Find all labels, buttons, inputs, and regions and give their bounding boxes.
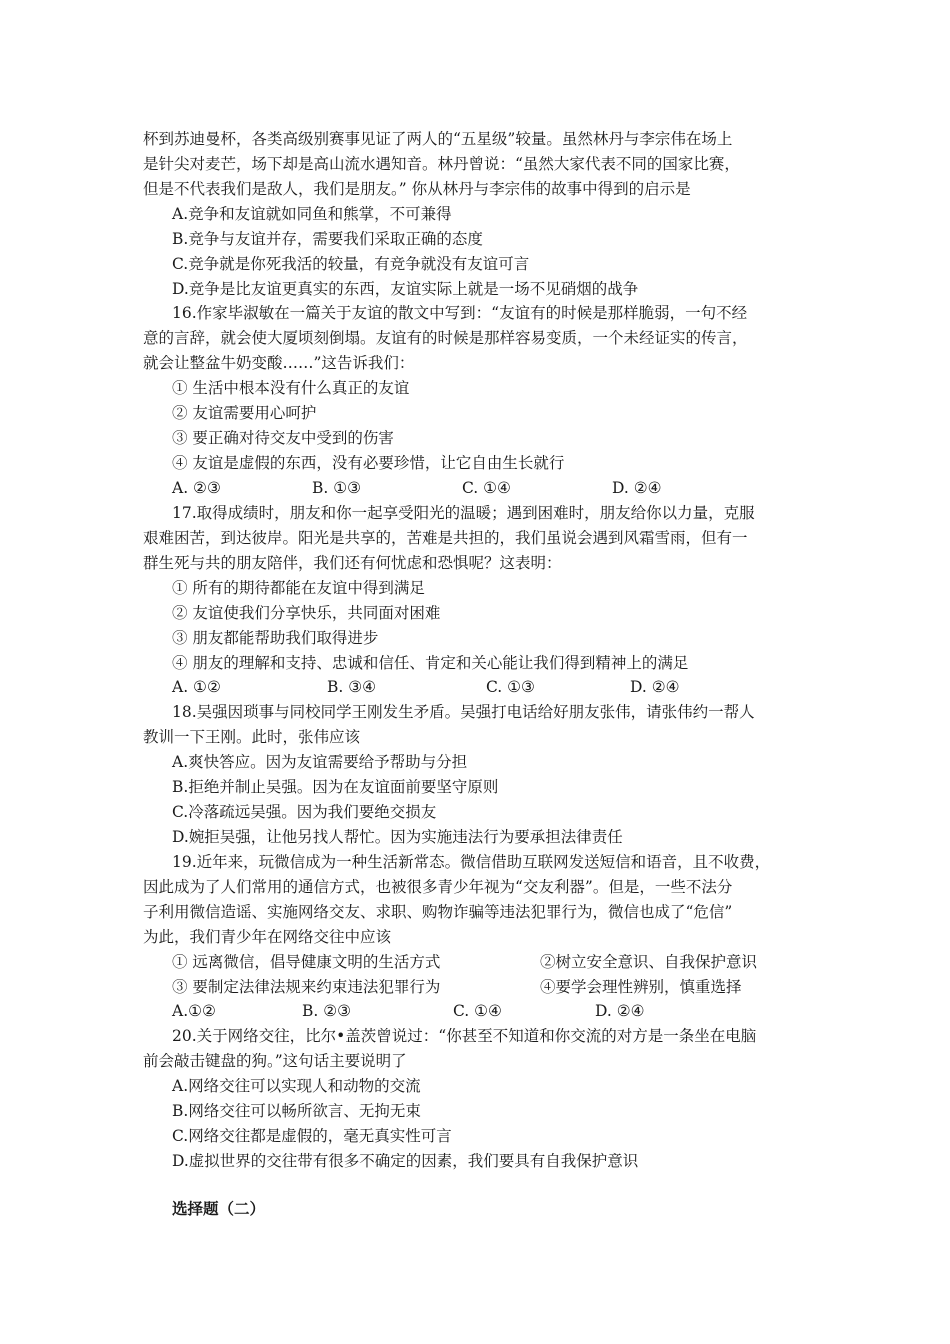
statement-item-4: ④ 朋友的理解和支持、忠诚和信任、肯定和关心能让我们得到精神上的满足	[172, 654, 689, 672]
statement-item-1: ① 生活中根本没有什么真正的友谊	[172, 379, 410, 397]
answer-option-c: C.竞争就是你死我活的较量，有竞争就没有友谊可言	[172, 255, 530, 273]
answer-choice-d: D. ②④	[630, 678, 680, 696]
answer-choice-d: D. ②④	[612, 479, 662, 497]
statement-item-2: ②树立安全意识、自我保护意识	[540, 953, 758, 971]
statement-item-4: ④ 友谊是虚假的东西，没有必要珍惜，让它自由生长就行	[172, 454, 565, 472]
answer-option-a: A.爽快答应。因为友谊需要给予帮助与分担	[172, 753, 468, 771]
question-stem-line: 16.作家毕淑敏在一篇关于友谊的散文中写到：“友谊有的时候是那样脆弱，一句不经	[172, 304, 748, 322]
answer-choice-b: B. ③④	[327, 678, 377, 696]
answer-choice-a: A. ②③	[172, 479, 221, 497]
statement-item-3: ③ 要制定法律法规来约束违法犯罪行为	[172, 978, 441, 996]
answer-choice-a: A.①②	[172, 1002, 216, 1020]
question-stem-line: 19.近年来，玩微信成为一种生活新常态。微信借助互联网发送短信和语音，且不收费，	[172, 853, 771, 871]
statement-item-3: ③ 要正确对待交友中受到的伤害	[172, 429, 394, 447]
section-heading: 选择题（二）	[172, 1199, 266, 1218]
question-stem-line: 艰难困苦，到达彼岸。阳光是共享的，苦难是共担的，我们虽说会遇到风霜雪雨，但有一	[143, 529, 748, 547]
answer-option-d: D.虚拟世界的交往带有很多不确定的因素，我们要具有自我保护意识	[172, 1152, 639, 1170]
answer-choice-b: B. ①③	[312, 479, 362, 497]
question-stem-line: 是针尖对麦芒，场下却是高山流水遇知音。林丹曾说：“虽然大家代表不同的国家比赛，	[143, 155, 740, 173]
answer-option-b: B.拒绝并制止吴强。因为在友谊面前要坚守原则	[172, 778, 499, 796]
answer-choice-c: C. ①④	[453, 1002, 502, 1020]
answer-option-b: B.网络交往可以畅所欲言、无拘无束	[172, 1102, 421, 1120]
statement-item-1: ① 所有的期待都能在友谊中得到满足	[172, 579, 425, 597]
statement-item-3: ③ 朋友都能帮助我们取得进步	[172, 629, 379, 647]
answer-choice-c: C. ①④	[462, 479, 511, 497]
answer-option-b: B.竞争与友谊并存，需要我们采取正确的态度	[172, 230, 483, 248]
statement-item-2: ② 友谊需要用心呵护	[172, 404, 317, 422]
question-stem-line: 前会敲击键盘的狗。”这句话主要说明了	[143, 1052, 407, 1070]
answer-option-d: D.婉拒吴强，让他另找人帮忙。因为实施违法行为要承担法律责任	[172, 828, 623, 846]
answer-option-a: A.网络交往可以实现人和动物的交流	[172, 1077, 421, 1095]
answer-option-d: D.竞争是比友谊更真实的东西，友谊实际上就是一场不见硝烟的战争	[172, 280, 639, 298]
question-stem-line: 子利用微信造谣、实施网络交友、求职、购物诈骗等违法犯罪行为，微信也成了“危信”	[143, 903, 733, 921]
answer-choice-c: C. ①③	[486, 678, 535, 696]
question-stem-line: 就会让整盆牛奶变酸……”这告诉我们：	[143, 354, 415, 372]
question-stem-line: 教训一下王刚。此时，张伟应该	[143, 728, 361, 746]
answer-option-a: A.竞争和友谊就如同鱼和熊掌，不可兼得	[172, 205, 452, 223]
answer-choice-b: B. ②③	[302, 1002, 352, 1020]
statement-item-2: ② 友谊使我们分享快乐，共同面对困难	[172, 604, 441, 622]
question-stem-line: 20.关于网络交往，比尔•盖茨曾说过：“你甚至不知道和你交流的对方是一条坐在电脑	[172, 1027, 757, 1045]
answer-choice-d: D. ②④	[595, 1002, 645, 1020]
question-stem-line: 杯到苏迪曼杯，各类高级别赛事见证了两人的“五星级”较量。虽然林丹与李宗伟在场上	[143, 130, 733, 148]
question-stem-line: 17.取得成绩时，朋友和你一起享受阳光的温暖；遇到困难时，朋友给你以力量，克服	[172, 504, 755, 522]
answer-choice-a: A. ①②	[172, 678, 221, 696]
statement-item-4: ④要学会理性辨别，慎重选择	[540, 978, 742, 996]
question-stem-line: 18.吴强因琐事与同校同学王刚发生矛盾。吴强打电话给好朋友张伟，请张伟约一帮人	[172, 703, 755, 721]
question-stem-line: 意的言辞，就会使大厦顷刻倒塌。友谊有的时候是那样容易变质，一个未经证实的传言，	[143, 329, 748, 347]
answer-option-c: C.网络交往都是虚假的，毫无真实性可言	[172, 1127, 452, 1145]
question-stem-line: 因此成为了人们常用的通信方式，也被很多青少年视为“交友利器”。但是，一些不法分	[143, 878, 733, 896]
question-stem-line: 为此，我们青少年在网络交往中应该	[143, 928, 392, 946]
answer-option-c: C.冷落疏远吴强。因为我们要绝交损友	[172, 803, 437, 821]
statement-item-1: ① 远离微信，倡导健康文明的生活方式	[172, 953, 441, 971]
question-stem-line: 但是不代表我们是敌人，我们是朋友。” 你从林丹与李宗伟的故事中得到的启示是	[143, 180, 691, 198]
question-stem-line: 群生死与共的朋友陪伴，我们还有何忧虑和恐惧呢？这表明：	[143, 554, 562, 572]
